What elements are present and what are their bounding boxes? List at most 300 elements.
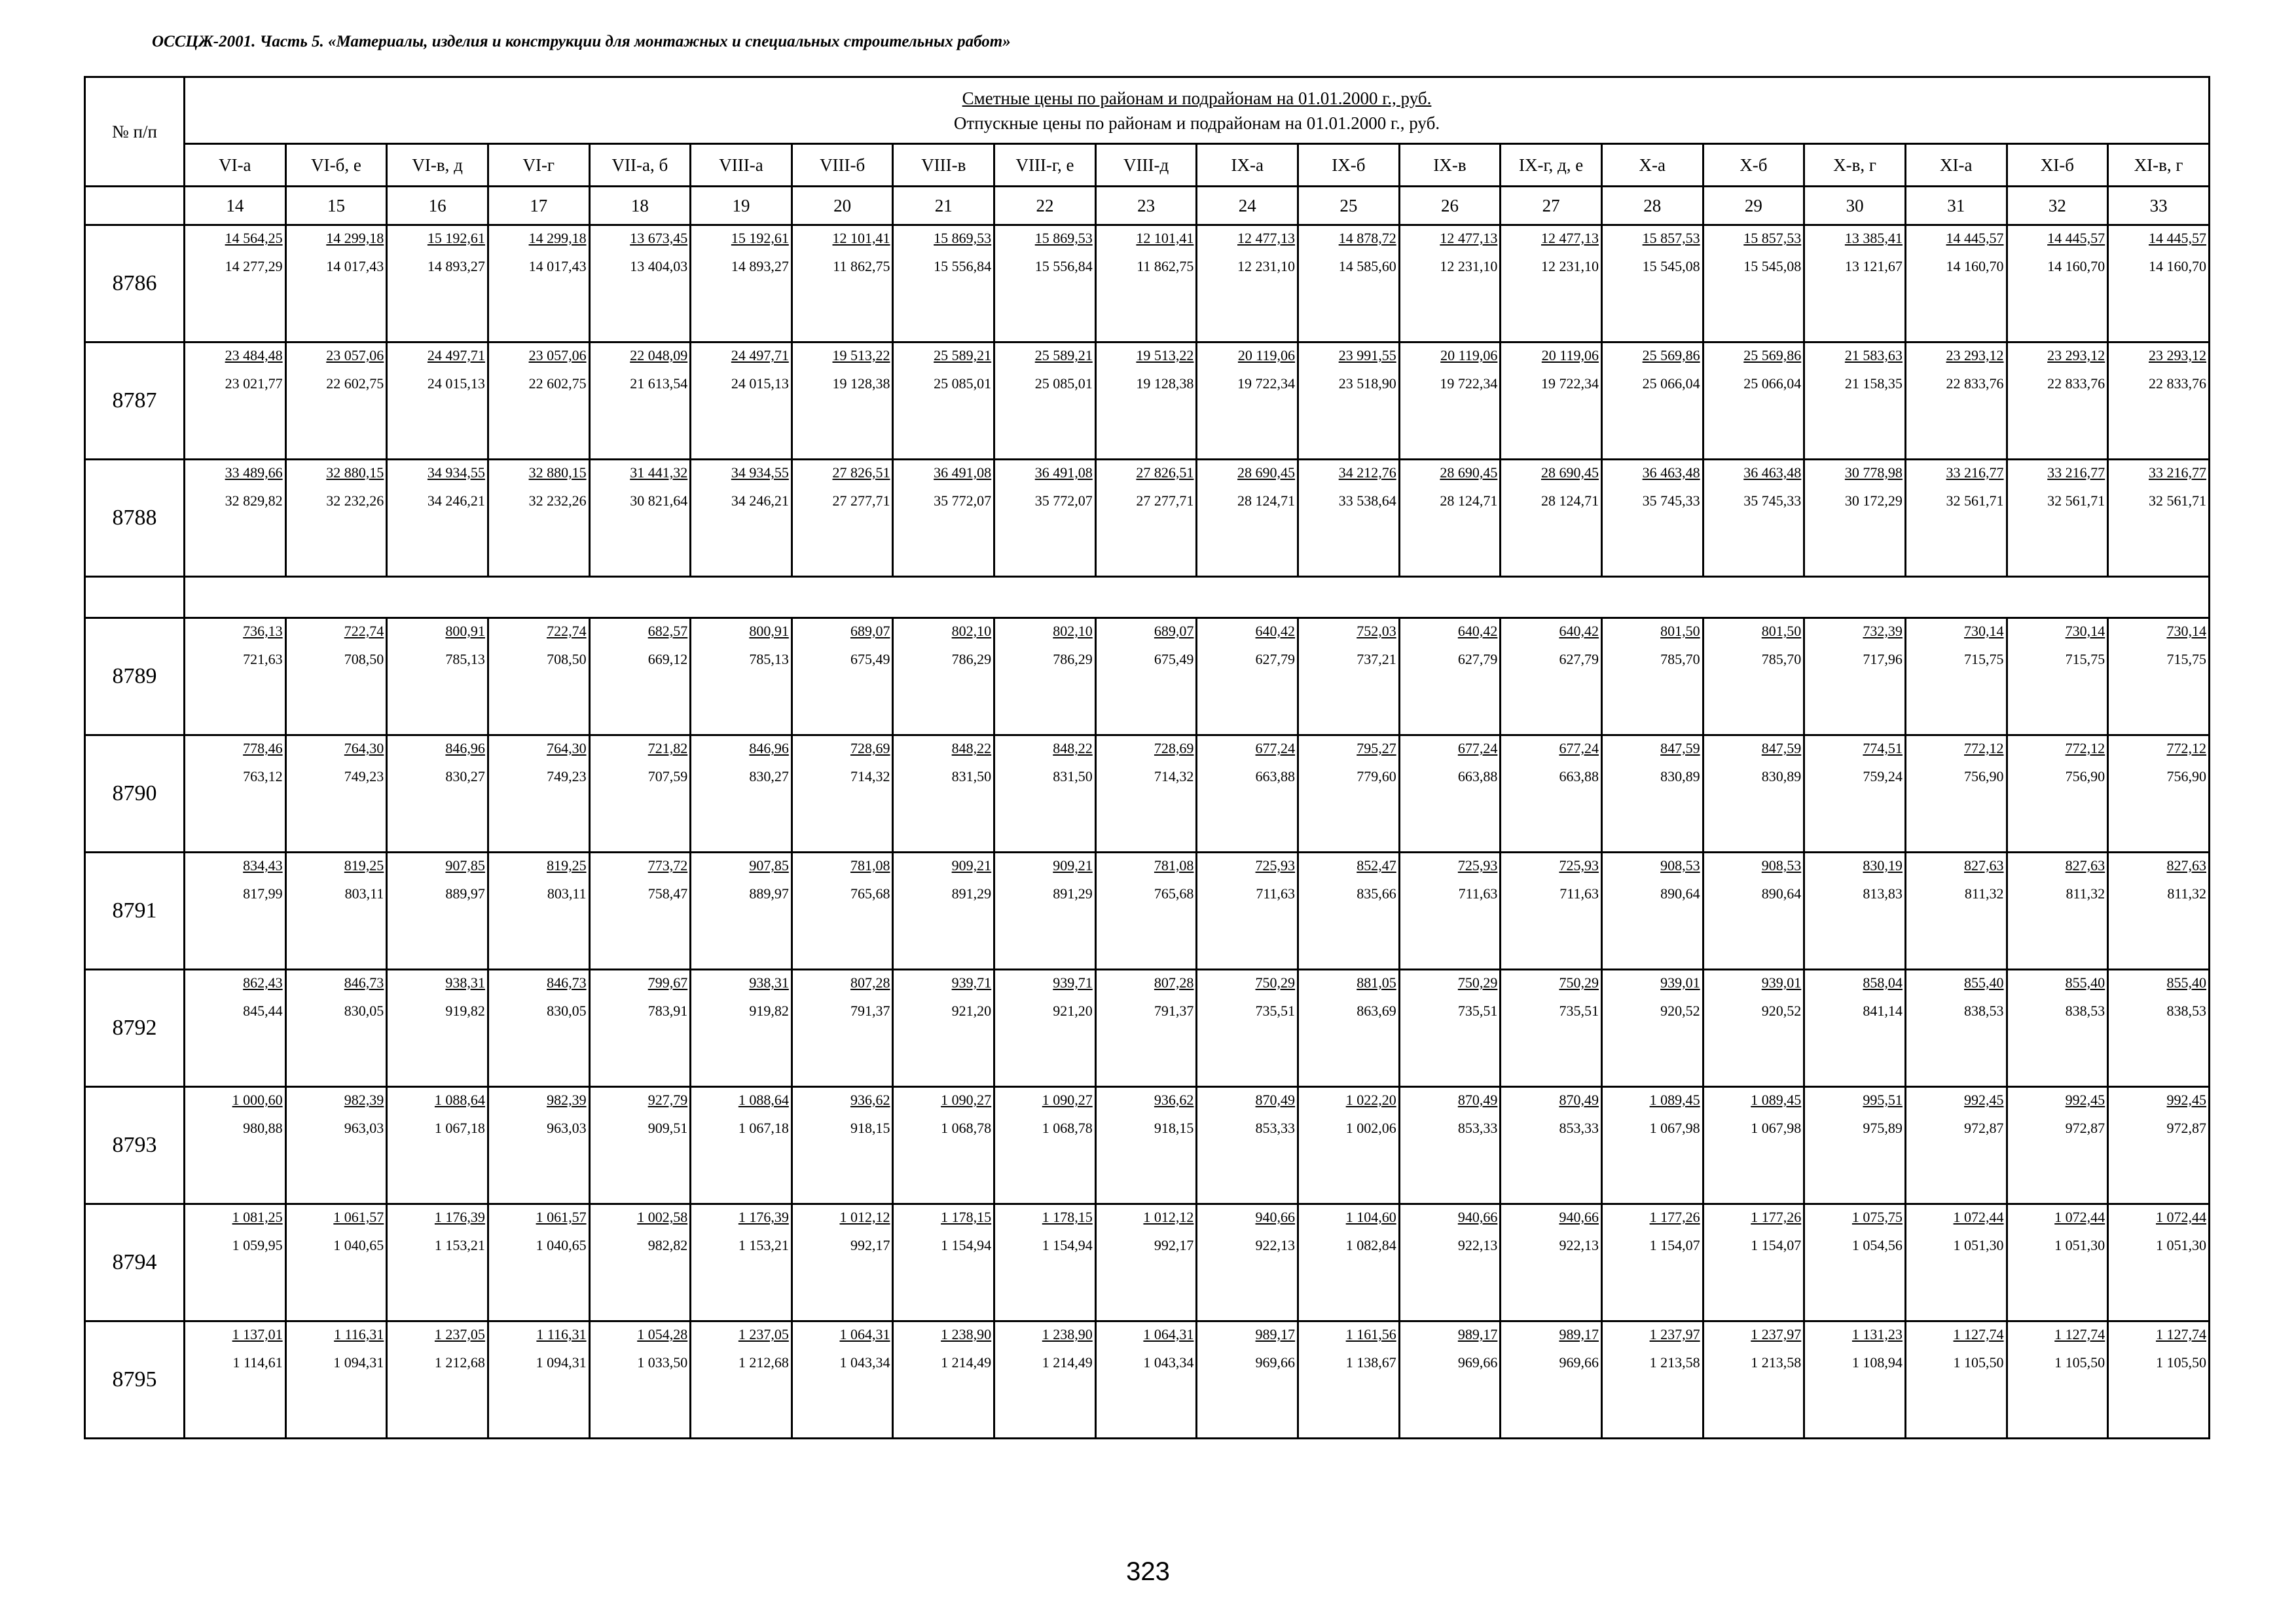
estimate-price: 1 064,31 — [1143, 1326, 1194, 1342]
estimate-price: 28 690,45 — [1440, 464, 1498, 481]
price-cell — [1197, 1321, 1298, 1439]
price-cell — [1703, 225, 1804, 342]
estimate-price: 19 513,22 — [1136, 347, 1194, 363]
row-number: 8795 — [85, 1321, 185, 1439]
price-cell — [1905, 853, 2007, 970]
estimate-price: 14 878,72 — [1338, 230, 1396, 246]
estimate-price: 1 178,15 — [1042, 1209, 1093, 1225]
price-cell — [589, 853, 691, 970]
estimate-price: 1 177,26 — [1649, 1209, 1700, 1225]
estimate-price: 908,53 — [1660, 857, 1700, 874]
price-cell — [589, 735, 691, 853]
price-cell — [285, 853, 387, 970]
release-price: 920,52 — [1761, 1003, 1802, 1019]
price-cell — [589, 970, 691, 1087]
region-header: IX-а — [1197, 144, 1298, 187]
price-cell — [994, 735, 1096, 853]
table-row — [85, 460, 2210, 577]
release-price: 22 833,76 — [2047, 375, 2105, 392]
estimate-price: 936,62 — [850, 1092, 890, 1108]
price-cell — [387, 853, 488, 970]
release-price: 919,82 — [749, 1003, 789, 1019]
region-header: VIII-в — [893, 144, 994, 187]
estimate-price: 855,40 — [2065, 974, 2105, 991]
release-price: 19 128,38 — [1136, 375, 1194, 392]
price-cell — [488, 618, 589, 735]
price-cell — [589, 618, 691, 735]
column-number: 28 — [1601, 187, 1703, 225]
column-number: 27 — [1501, 187, 1602, 225]
estimate-price: 14 299,18 — [528, 230, 587, 246]
release-price: 19 722,34 — [1237, 375, 1296, 392]
estimate-price: 827,63 — [2166, 857, 2206, 874]
estimate-price: 802,10 — [1053, 623, 1093, 639]
price-cell — [2108, 735, 2210, 853]
release-price: 35 772,07 — [1034, 492, 1093, 509]
release-price: 15 556,84 — [934, 258, 992, 274]
price-cell — [1703, 342, 1804, 460]
price-cell — [1197, 1204, 1298, 1321]
price-cell — [1804, 460, 1906, 577]
price-cell — [488, 225, 589, 342]
price-cell — [1905, 735, 2007, 853]
release-price: 982,82 — [647, 1237, 688, 1253]
release-price: 889,97 — [445, 885, 485, 902]
estimate-price: 22 048,09 — [630, 347, 688, 363]
release-price: 890,64 — [1660, 885, 1700, 902]
estimate-price: 23 057,06 — [528, 347, 587, 363]
release-price: 715,75 — [1964, 651, 2004, 667]
price-cell — [387, 342, 488, 460]
price-cell — [893, 970, 994, 1087]
price-cell — [2108, 1087, 2210, 1204]
price-cell — [691, 1204, 792, 1321]
price-cell — [285, 342, 387, 460]
estimate-price: 1 088,64 — [738, 1092, 789, 1108]
table-row — [85, 970, 2210, 1087]
estimate-price: 14 445,57 — [2149, 230, 2206, 246]
estimate-price: 12 477,13 — [1540, 230, 1599, 246]
release-price: 922,13 — [1255, 1237, 1296, 1253]
estimate-price: 750,29 — [1559, 974, 1599, 991]
estimate-price: 25 569,86 — [1642, 347, 1700, 363]
price-cell — [2108, 1204, 2210, 1321]
estimate-price: 20 119,06 — [1541, 347, 1599, 363]
estimate-price: 940,66 — [1255, 1209, 1296, 1225]
column-number: 20 — [792, 187, 893, 225]
release-price: 721,63 — [243, 651, 283, 667]
price-cell — [387, 225, 488, 342]
release-price: 975,89 — [1863, 1120, 1903, 1136]
release-price: 715,75 — [2166, 651, 2206, 667]
price-cell — [994, 853, 1096, 970]
estimate-price: 1 131,23 — [1851, 1326, 1903, 1342]
estimate-price: 992,45 — [2166, 1092, 2206, 1108]
estimate-price: 848,22 — [1053, 740, 1093, 756]
release-price: 675,49 — [850, 651, 890, 667]
price-cell — [1601, 735, 1703, 853]
release-price: 1 213,58 — [1649, 1354, 1700, 1371]
release-price: 34 246,21 — [731, 492, 789, 509]
price-cell — [2007, 970, 2108, 1087]
row-number: 8794 — [85, 1204, 185, 1321]
price-cell — [1804, 618, 1906, 735]
price-cell — [792, 1204, 893, 1321]
estimate-price: 989,17 — [1559, 1326, 1599, 1342]
estimate-price: 12 101,41 — [832, 230, 890, 246]
price-cell — [2007, 460, 2108, 577]
estimate-price: 640,42 — [1457, 623, 1498, 639]
release-price: 791,37 — [1154, 1003, 1194, 1019]
estimate-price: 19 513,22 — [832, 347, 890, 363]
estimate-price: 12 477,13 — [1237, 230, 1296, 246]
release-price: 889,97 — [749, 885, 789, 902]
column-number: 26 — [1399, 187, 1501, 225]
price-cell — [1399, 342, 1501, 460]
release-price: 13 121,67 — [1844, 258, 1903, 274]
release-price: 963,03 — [547, 1120, 587, 1136]
price-cell — [1703, 460, 1804, 577]
estimate-price: 728,69 — [1154, 740, 1194, 756]
row-number: 8786 — [85, 225, 185, 342]
price-cell — [285, 1087, 387, 1204]
estimate-price: 14 299,18 — [326, 230, 384, 246]
release-price: 627,79 — [1559, 651, 1599, 667]
price-cell — [1095, 460, 1197, 577]
price-cell — [1905, 1087, 2007, 1204]
release-price: 1 154,94 — [1042, 1237, 1093, 1253]
release-price: 707,59 — [647, 768, 688, 784]
release-price: 765,68 — [1154, 885, 1194, 902]
estimate-price: 33 489,66 — [225, 464, 283, 481]
release-price: 919,82 — [445, 1003, 485, 1019]
price-cell — [2108, 1321, 2210, 1439]
estimate-price: 1 061,57 — [333, 1209, 384, 1225]
release-price: 663,88 — [1255, 768, 1296, 784]
release-price: 1 002,06 — [1345, 1120, 1396, 1136]
estimate-price: 23 293,12 — [1946, 347, 2004, 363]
price-cell — [1197, 1087, 1298, 1204]
price-table — [84, 76, 2210, 1439]
estimate-price: 1 237,97 — [1649, 1326, 1700, 1342]
release-price: 969,66 — [1559, 1354, 1599, 1371]
estimate-price: 909,21 — [1053, 857, 1093, 874]
release-price: 19 722,34 — [1540, 375, 1599, 392]
release-price: 863,69 — [1357, 1003, 1396, 1019]
release-price: 708,50 — [547, 651, 587, 667]
estimate-price: 23 057,06 — [326, 347, 384, 363]
estimate-price: 1 237,05 — [434, 1326, 485, 1342]
estimate-price: 1 072,44 — [1953, 1209, 2004, 1225]
price-cell — [1095, 970, 1197, 1087]
release-price: 627,79 — [1255, 651, 1296, 667]
release-price: 813,83 — [1863, 885, 1903, 902]
table-row — [85, 1204, 2210, 1321]
price-cell — [1804, 1204, 1906, 1321]
estimate-price: 27 826,51 — [1136, 464, 1194, 481]
price-cell — [1298, 342, 1400, 460]
estimate-price: 846,73 — [344, 974, 384, 991]
estimate-price: 1 022,20 — [1345, 1092, 1396, 1108]
estimate-price: 31 441,32 — [630, 464, 688, 481]
estimate-price: 982,39 — [547, 1092, 587, 1108]
release-price: 35 745,33 — [1743, 492, 1802, 509]
release-price: 32 232,26 — [326, 492, 384, 509]
price-cell — [1601, 460, 1703, 577]
release-price: 21 158,35 — [1844, 375, 1903, 392]
release-price: 32 561,71 — [2047, 492, 2105, 509]
price-cell — [1501, 970, 1602, 1087]
price-cell — [488, 460, 589, 577]
price-cell — [994, 618, 1096, 735]
release-price: 627,79 — [1457, 651, 1498, 667]
price-cell — [185, 342, 286, 460]
release-price: 1 051,30 — [2156, 1237, 2206, 1253]
release-price: 1 105,50 — [1953, 1354, 2004, 1371]
price-cell — [1095, 618, 1197, 735]
estimate-price: 1 054,28 — [637, 1326, 688, 1342]
column-number: 21 — [893, 187, 994, 225]
release-price: 33 538,64 — [1338, 492, 1396, 509]
price-cell — [1501, 460, 1602, 577]
estimate-price: 677,24 — [1255, 740, 1296, 756]
estimate-price: 14 445,57 — [1946, 230, 2004, 246]
price-cell — [285, 735, 387, 853]
estimate-price: 25 589,21 — [1034, 347, 1093, 363]
price-cell — [1804, 970, 1906, 1087]
estimate-price: 847,59 — [1660, 740, 1700, 756]
price-cell — [994, 342, 1096, 460]
price-cell — [387, 618, 488, 735]
estimate-price: 28 690,45 — [1237, 464, 1296, 481]
release-price: 969,66 — [1255, 1354, 1296, 1371]
estimate-price: 834,43 — [243, 857, 283, 874]
estimate-price: 1 127,74 — [2156, 1326, 2206, 1342]
estimate-price: 772,12 — [1964, 740, 2004, 756]
release-price: 811,32 — [1964, 885, 2004, 902]
release-price: 786,29 — [1053, 651, 1093, 667]
price-cell — [792, 618, 893, 735]
price-cell — [691, 618, 792, 735]
release-price: 32 232,26 — [528, 492, 587, 509]
price-cell — [1399, 1204, 1501, 1321]
price-cell — [589, 225, 691, 342]
price-cell — [1197, 460, 1298, 577]
release-price: 711,63 — [1458, 885, 1498, 902]
release-price: 23 021,77 — [225, 375, 283, 392]
price-cell — [285, 1321, 387, 1439]
estimate-price: 827,63 — [2065, 857, 2105, 874]
region-header: XI-в, г — [2108, 144, 2210, 187]
estimate-price: 781,08 — [850, 857, 890, 874]
release-price: 992,17 — [850, 1237, 890, 1253]
estimate-price: 1 090,27 — [1042, 1092, 1093, 1108]
release-price: 758,47 — [647, 885, 688, 902]
release-price: 675,49 — [1154, 651, 1194, 667]
price-cell — [1905, 342, 2007, 460]
region-header: VI-г — [488, 144, 589, 187]
price-cell — [893, 225, 994, 342]
estimate-price: 982,39 — [344, 1092, 384, 1108]
release-price: 980,88 — [243, 1120, 283, 1136]
estimate-price: 989,17 — [1457, 1326, 1498, 1342]
price-cell — [1601, 1204, 1703, 1321]
release-price: 891,29 — [1053, 885, 1093, 902]
estimate-price: 1 178,15 — [941, 1209, 992, 1225]
release-price: 853,33 — [1457, 1120, 1498, 1136]
estimate-price: 725,93 — [1255, 857, 1296, 874]
page-number: 323 — [1126, 1557, 1170, 1586]
estimate-price: 23 293,12 — [2149, 347, 2206, 363]
estimate-price: 795,27 — [1357, 740, 1396, 756]
estimate-price: 15 192,61 — [731, 230, 789, 246]
release-price: 735,51 — [1559, 1003, 1599, 1019]
release-price: 1 067,18 — [434, 1120, 485, 1136]
estimate-price: 989,17 — [1255, 1326, 1296, 1342]
estimate-price: 1 127,74 — [1953, 1326, 2004, 1342]
price-cell — [589, 1204, 691, 1321]
estimate-price: 939,01 — [1660, 974, 1700, 991]
estimate-price: 730,14 — [2065, 623, 2105, 639]
estimate-price: 21 583,63 — [1844, 347, 1903, 363]
estimate-price: 36 463,48 — [1642, 464, 1700, 481]
release-price: 14 160,70 — [2047, 258, 2105, 274]
price-cell — [1399, 1321, 1501, 1439]
release-price: 27 277,71 — [1136, 492, 1194, 509]
price-cell — [488, 1321, 589, 1439]
estimate-price: 995,51 — [1863, 1092, 1903, 1108]
release-price: 817,99 — [243, 885, 283, 902]
price-cell — [1804, 1321, 1906, 1439]
release-price: 992,17 — [1154, 1237, 1194, 1253]
estimate-price: 870,49 — [1255, 1092, 1296, 1108]
estimate-price: 750,29 — [1255, 974, 1296, 991]
price-cell — [994, 1204, 1096, 1321]
estimate-price: 781,08 — [1154, 857, 1194, 874]
estimate-price: 36 491,08 — [1034, 464, 1093, 481]
release-price: 1 067,18 — [738, 1120, 789, 1136]
estimate-price: 1 089,45 — [1751, 1092, 1802, 1108]
estimate-price: 909,21 — [951, 857, 992, 874]
price-cell — [2007, 1087, 2108, 1204]
price-cell — [691, 735, 792, 853]
release-price: 1 051,30 — [2054, 1237, 2105, 1253]
release-price: 14 160,70 — [1946, 258, 2004, 274]
release-price: 25 066,04 — [1743, 375, 1802, 392]
price-cell — [387, 1087, 488, 1204]
price-cell — [1095, 1204, 1197, 1321]
estimate-price: 870,49 — [1559, 1092, 1599, 1108]
release-price: 918,15 — [1154, 1120, 1194, 1136]
estimate-price: 1 104,60 — [1345, 1209, 1396, 1225]
price-cell — [1298, 1204, 1400, 1321]
estimate-price: 938,31 — [749, 974, 789, 991]
estimate-price: 848,22 — [951, 740, 992, 756]
estimate-price: 1 081,25 — [232, 1209, 283, 1225]
estimate-price: 1 238,90 — [1042, 1326, 1093, 1342]
release-price: 853,33 — [1559, 1120, 1599, 1136]
price-cell — [893, 342, 994, 460]
price-cell — [1905, 970, 2007, 1087]
region-header: IX-г, д, е — [1501, 144, 1602, 187]
estimate-price: 774,51 — [1863, 740, 1903, 756]
release-price: 22 833,76 — [2149, 375, 2206, 392]
no-header: № п/п — [85, 77, 185, 187]
estimate-price: 23 293,12 — [2047, 347, 2105, 363]
estimate-price: 939,71 — [1053, 974, 1093, 991]
release-price: 920,52 — [1660, 1003, 1700, 1019]
price-cell — [792, 735, 893, 853]
row-number: 8793 — [85, 1087, 185, 1204]
price-cell — [1905, 618, 2007, 735]
estimate-price: 827,63 — [1964, 857, 2004, 874]
estimate-price: 772,12 — [2065, 740, 2105, 756]
release-price: 972,87 — [2065, 1120, 2105, 1136]
estimate-price: 34 934,55 — [427, 464, 485, 481]
release-price: 1 214,49 — [941, 1354, 992, 1371]
estimate-price: 32 880,15 — [326, 464, 384, 481]
estimate-price: 721,82 — [647, 740, 688, 756]
price-cell — [691, 1321, 792, 1439]
release-price: 717,96 — [1863, 651, 1903, 667]
column-number: 17 — [488, 187, 589, 225]
release-price: 24 015,13 — [731, 375, 789, 392]
price-cell — [994, 1087, 1096, 1204]
estimate-price: 802,10 — [951, 623, 992, 639]
release-price: 25 085,01 — [1034, 375, 1093, 392]
release-price: 13 404,03 — [630, 258, 688, 274]
release-price: 15 545,08 — [1743, 258, 1802, 274]
release-price: 783,91 — [647, 1003, 688, 1019]
estimate-price: 764,30 — [344, 740, 384, 756]
estimate-price: 736,13 — [243, 623, 283, 639]
release-price: 1 040,65 — [333, 1237, 384, 1253]
release-price: 711,63 — [1256, 885, 1296, 902]
release-price: 1 068,78 — [1042, 1120, 1093, 1136]
estimate-price: 1 000,60 — [232, 1092, 283, 1108]
estimate-price: 1 075,75 — [1851, 1209, 1903, 1225]
release-price: 663,88 — [1559, 768, 1599, 784]
price-cell — [1298, 970, 1400, 1087]
price-cell — [893, 1204, 994, 1321]
estimate-price: 34 212,76 — [1338, 464, 1396, 481]
release-price: 831,50 — [1053, 768, 1093, 784]
estimate-price: 1 088,64 — [434, 1092, 485, 1108]
price-cell — [185, 1204, 286, 1321]
price-cell — [792, 225, 893, 342]
price-cell — [488, 1204, 589, 1321]
release-price: 972,87 — [1964, 1120, 2004, 1136]
estimate-price: 14 445,57 — [2047, 230, 2105, 246]
release-price: 737,21 — [1357, 651, 1396, 667]
estimate-price: 936,62 — [1154, 1092, 1194, 1108]
release-price: 1 043,34 — [1143, 1354, 1194, 1371]
region-header: XI-а — [1905, 144, 2007, 187]
price-cell — [1601, 225, 1703, 342]
region-header: VI-в, д — [387, 144, 488, 187]
estimate-price: 33 216,77 — [1946, 464, 2004, 481]
estimate-price: 862,43 — [243, 974, 283, 991]
row-number: 8791 — [85, 853, 185, 970]
price-cell — [1905, 460, 2007, 577]
price-cell — [792, 342, 893, 460]
release-price: 1 212,68 — [738, 1354, 789, 1371]
price-cell — [285, 460, 387, 577]
release-price: 22 833,76 — [1946, 375, 2004, 392]
estimate-price: 870,49 — [1457, 1092, 1498, 1108]
price-cell — [2007, 1204, 2108, 1321]
release-price: 1 213,58 — [1751, 1354, 1802, 1371]
